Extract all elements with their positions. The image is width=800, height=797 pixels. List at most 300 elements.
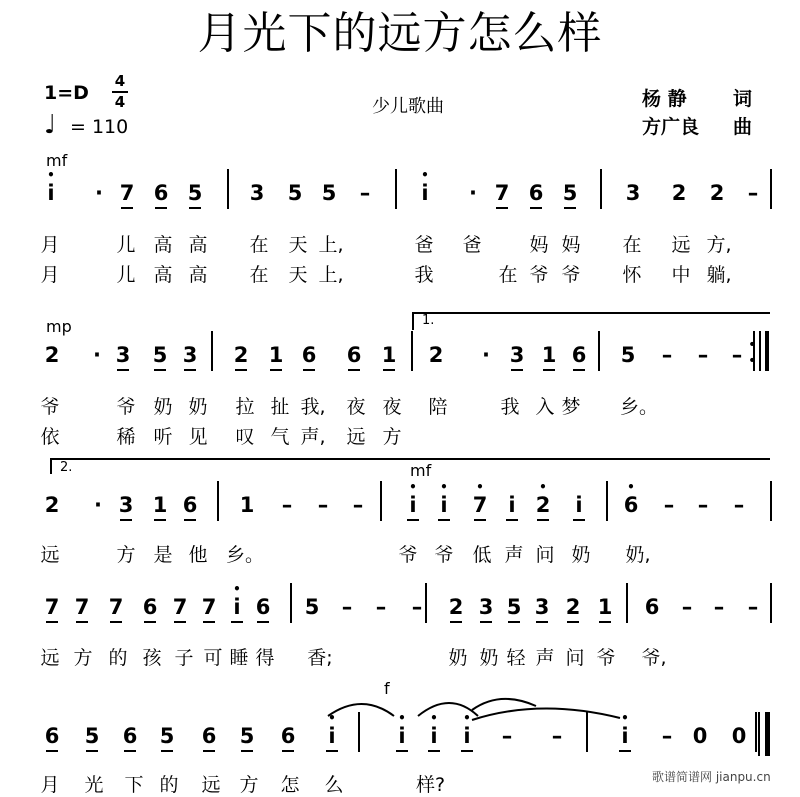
note [495,724,519,748]
lyric-char: 在 [498,264,518,286]
repeat-dot-icon: • [748,337,757,353]
lyric-char: 乡。 [226,544,265,566]
lyric-char: 气 [270,426,290,448]
volta-1-hook [412,312,414,330]
note-value: – [681,595,693,619]
note [320,711,344,748]
barline [598,331,600,371]
eighth-underline [155,207,167,209]
lyric-char: 光 [84,774,104,796]
lyric-char: 么 [324,774,344,796]
high-octave-dot-icon: • [47,168,55,182]
note [558,181,582,205]
lyric-char: 下 [124,774,144,796]
note [275,493,299,517]
note [346,493,370,517]
barline [586,712,588,752]
note [705,181,729,205]
eighth-underline [428,750,440,752]
note [80,724,104,748]
lyric-char: 高 [188,234,208,256]
note-value: 6 [280,724,296,748]
note [251,595,275,619]
note-value: i [575,493,583,517]
note [655,343,679,367]
lyric-char: 扯 [270,396,290,418]
eighth-underline [282,750,294,752]
lyric-char: 夜 [346,396,366,418]
lyric-char: 爷 [596,647,616,669]
lyric-char: 孩 [142,647,162,669]
eighth-underline [511,369,523,371]
note [727,493,751,517]
note-value: – [663,493,675,517]
eighth-underline [506,519,518,521]
composer-name: 方广良 [642,116,700,138]
dynamic-mp: mp [46,317,72,336]
note-value: – [697,493,709,517]
lyric-char: 他 [188,544,208,566]
note-value: 5 [187,181,203,205]
lyric-char: 高 [153,264,173,286]
note-value: 7 [44,595,60,619]
eighth-underline [326,750,338,752]
note [40,343,64,367]
note-value: 3 [625,181,641,205]
lyric-char: 拉 [235,396,255,418]
note [245,181,269,205]
note-value: 2 [448,595,464,619]
high-octave-dot-icon: • [621,711,629,725]
eighth-underline [189,207,201,209]
high-octave-dot-icon: • [409,480,417,494]
eighth-underline [46,621,58,623]
eighth-underline [303,369,315,371]
lyric-char: 梦 [561,396,581,418]
lyric-char: 上, [318,234,344,256]
lyric-char: 奶 [571,544,591,566]
eighth-underline [174,621,186,623]
note-value: 0 [731,724,747,748]
eighth-underline [564,207,576,209]
eighth-underline [86,750,98,752]
note [155,724,179,748]
barline [425,583,427,623]
note-value: i [47,181,55,205]
eighth-underline [348,369,360,371]
note-value: 6 [571,343,587,367]
lyric-char: 入 [535,396,555,418]
note-value: – [661,343,673,367]
eighth-underline [46,750,58,752]
lyric-char: 爷 [561,264,581,286]
note-value: i [621,724,629,748]
lyric-char: 的 [108,647,128,669]
note [39,168,63,205]
note [691,493,715,517]
lyric-char: 爸 [414,234,434,256]
time-sig-top: 4 [114,72,126,90]
lyric-char: 声, [300,426,326,448]
lyric-char: 怎 [280,774,300,796]
note [545,724,569,748]
note [335,595,359,619]
note [707,595,731,619]
note [178,493,202,517]
note [311,493,335,517]
note-value: · [94,493,102,517]
lyric-char: 方 [73,647,93,669]
note-value: 1 [541,343,557,367]
note [401,480,425,517]
note-value: 7 [494,181,510,205]
note [297,343,321,367]
lyric-char: 奶 [153,396,173,418]
lyric-char: 轻 [506,647,526,669]
lyric-char: 低 [472,544,492,566]
dynamic-f: f [384,679,390,698]
lyric-char: 方 [239,774,259,796]
note-value: 2 [44,493,60,517]
note [300,595,324,619]
note-value: i [328,724,336,748]
note-value: 6 [528,181,544,205]
note [353,181,377,205]
lyric-char: 在 [622,234,642,256]
note-value: 3 [509,343,525,367]
note-value: 2 [44,343,60,367]
note-value: 6 [201,724,217,748]
eighth-underline [235,369,247,371]
note [413,168,437,205]
note [500,493,524,517]
note-value: 3 [118,493,134,517]
eighth-underline [231,621,243,623]
note-value: 3 [115,343,131,367]
note-value: – [747,181,759,205]
note-value: 6 [44,724,60,748]
watermark: 歌谱简谱网 jianpu.cn [652,770,771,784]
note [85,343,109,367]
lyricist-role: 词 [733,88,753,110]
repeat-thick-bar [765,331,769,371]
note-value: 1 [239,493,255,517]
note-value: 7 [172,595,188,619]
barline [770,583,772,623]
eighth-underline [530,207,542,209]
note [148,493,172,517]
note-value: 3 [478,595,494,619]
note [691,343,715,367]
lyric-char: 妈 [561,234,581,256]
tie-long [470,704,630,724]
note [667,181,691,205]
lyric-char: 见 [188,426,208,448]
time-sig-bottom: 4 [114,93,126,111]
song-title: 月光下的远方怎么样 [197,8,603,59]
lyric-char: 方, [706,234,732,256]
note [688,724,712,748]
lyric-char: 睡 [229,647,249,669]
lyric-char: 声 [535,647,555,669]
barline [770,169,772,209]
lyric-char: 的 [159,774,179,796]
note-value: 6 [644,595,660,619]
lyric-char: 中 [671,264,691,286]
note [424,343,448,367]
song-genre: 少儿歌曲 [372,96,444,117]
eighth-underline [496,207,508,209]
barline [211,331,213,371]
high-octave-dot-icon: • [430,711,438,725]
note [178,343,202,367]
note [118,724,142,748]
eighth-underline [144,621,156,623]
note-value: 7 [472,493,488,517]
eighth-underline [270,369,282,371]
quarter-note-icon: ♩ [44,110,57,140]
note [225,582,249,619]
lyric-char: 是 [153,544,173,566]
note-value: i [430,724,438,748]
lyricist-name: 杨 静 [642,88,687,110]
eighth-underline [438,519,450,521]
note-value: 2 [428,343,444,367]
note-value: – [359,181,371,205]
note [86,493,110,517]
note [619,480,643,517]
note-value: 5 [152,343,168,367]
eighth-underline [383,369,395,371]
note [197,724,221,748]
note [675,595,699,619]
note [87,181,111,205]
lyric-char: 声 [504,544,524,566]
note [111,343,135,367]
eighth-underline [573,369,585,371]
high-octave-dot-icon: • [476,480,484,494]
repeat-dot-icon: • [748,353,757,369]
lyric-char: 乡。 [620,396,659,418]
barline [290,583,292,623]
note-value: 5 [159,724,175,748]
note [114,493,138,517]
note-value: i [421,181,429,205]
lyric-char: 爷 [116,396,136,418]
note [317,181,341,205]
high-octave-dot-icon: • [328,711,336,725]
barline [217,481,219,521]
dynamic-mf-2: mf [410,461,432,480]
note [183,181,207,205]
lyric-char: 爷 [529,264,549,286]
volta-2-line [50,458,770,460]
note-value: 6 [142,595,158,619]
note [727,724,751,748]
eighth-underline [599,621,611,623]
note-value: 1 [597,595,613,619]
lyric-char: 月 [40,774,60,796]
note [377,343,401,367]
high-octave-dot-icon: • [233,582,241,596]
note-value: 6 [122,724,138,748]
eighth-underline [537,519,549,521]
note [474,595,498,619]
eighth-underline [121,207,133,209]
lyric-char: 子 [174,647,194,669]
note [561,595,585,619]
lyric-char: 远 [346,426,366,448]
lyric-char: 可 [203,647,223,669]
note-value: · [93,343,101,367]
lyric-char: 奶, [625,544,651,566]
eighth-underline [117,369,129,371]
dynamic-mf: mf [46,151,68,170]
lyric-char: 爸 [462,234,482,256]
key-signature: 1=D [44,82,89,104]
lyric-char: 叹 [235,426,255,448]
note-value: 1 [152,493,168,517]
lyric-char: 稀 [116,426,136,448]
note [369,595,393,619]
note-value: – [501,724,513,748]
note-value: 6 [182,493,198,517]
eighth-underline [203,750,215,752]
note [502,595,526,619]
eighth-underline [573,519,585,521]
final-thin-bar [758,712,760,756]
lyric-char: 月 [40,234,60,256]
composer-role: 曲 [733,116,753,138]
note-value: – [661,724,673,748]
note-value: – [341,595,353,619]
note-value: 5 [239,724,255,748]
eighth-underline [241,750,253,752]
note-value: 2 [671,181,687,205]
note [593,595,617,619]
note [115,181,139,205]
barline [606,481,608,521]
eighth-underline [567,621,579,623]
note [741,181,765,205]
high-octave-dot-icon: • [398,711,406,725]
eighth-underline [461,750,473,752]
note-value: – [411,595,423,619]
note-value: 7 [119,181,135,205]
lyric-char: 方 [116,544,136,566]
note-value: 6 [623,493,639,517]
eighth-underline [407,519,419,521]
note [149,181,173,205]
note-value: 6 [346,343,362,367]
note [741,595,765,619]
note-value: 2 [233,343,249,367]
lyric-char: 怀 [622,264,642,286]
volta-2-hook [50,458,52,474]
lyric-char: 远 [40,647,60,669]
lyric-char: 在 [249,234,269,256]
note [455,711,479,748]
high-octave-dot-icon: • [627,480,635,494]
note [567,493,591,517]
note [40,595,64,619]
lyric-char: 方 [382,426,402,448]
note-value: 2 [565,595,581,619]
note [390,711,414,748]
note [461,181,485,205]
eighth-underline [543,369,555,371]
barline [227,169,229,209]
eighth-underline [203,621,215,623]
eighth-underline [154,369,166,371]
note-value: 2 [709,181,725,205]
lyric-char: 妈 [529,234,549,256]
lyric-char: 奶 [448,647,468,669]
eighth-underline [110,621,122,623]
note-value: · [469,181,477,205]
note-value: 1 [268,343,284,367]
eighth-underline [257,621,269,623]
note-value: – [352,493,364,517]
note [197,595,221,619]
barline [380,481,382,521]
lyric-char: 远 [671,234,691,256]
note-value: 6 [301,343,317,367]
lyric-char: 陪 [428,396,448,418]
note [444,595,468,619]
eighth-underline [480,621,492,623]
volta-1-label: 1. [422,313,435,328]
note [235,724,259,748]
lyric-char: 依 [40,426,60,448]
note [657,493,681,517]
eighth-underline [396,750,408,752]
note-value: i [508,493,516,517]
lyric-char: 爷, [641,647,667,669]
eighth-underline [450,621,462,623]
volta-1-line [412,312,770,314]
note [505,343,529,367]
note [613,711,637,748]
note [229,343,253,367]
barline [755,712,757,752]
note [530,595,554,619]
eighth-underline [154,519,166,521]
note-value: 3 [182,343,198,367]
note [432,480,456,517]
lyric-char: 儿 [116,264,136,286]
eighth-underline [184,519,196,521]
note [40,493,64,517]
lyric-char: 月 [40,264,60,286]
barline [770,481,772,521]
note-value: 5 [562,181,578,205]
note-value: – [317,493,329,517]
lyric-char: 躺, [706,264,732,286]
barline [626,583,628,623]
lyric-char: 远 [201,774,221,796]
eighth-underline [619,750,631,752]
barline [358,712,360,752]
note-value: 7 [74,595,90,619]
note [283,181,307,205]
note-value: i [463,724,471,748]
note [725,343,749,367]
tempo-marking: = 110 [70,116,129,138]
note [537,343,561,367]
lyric-char: 高 [188,264,208,286]
lyric-char: 我 [500,396,520,418]
